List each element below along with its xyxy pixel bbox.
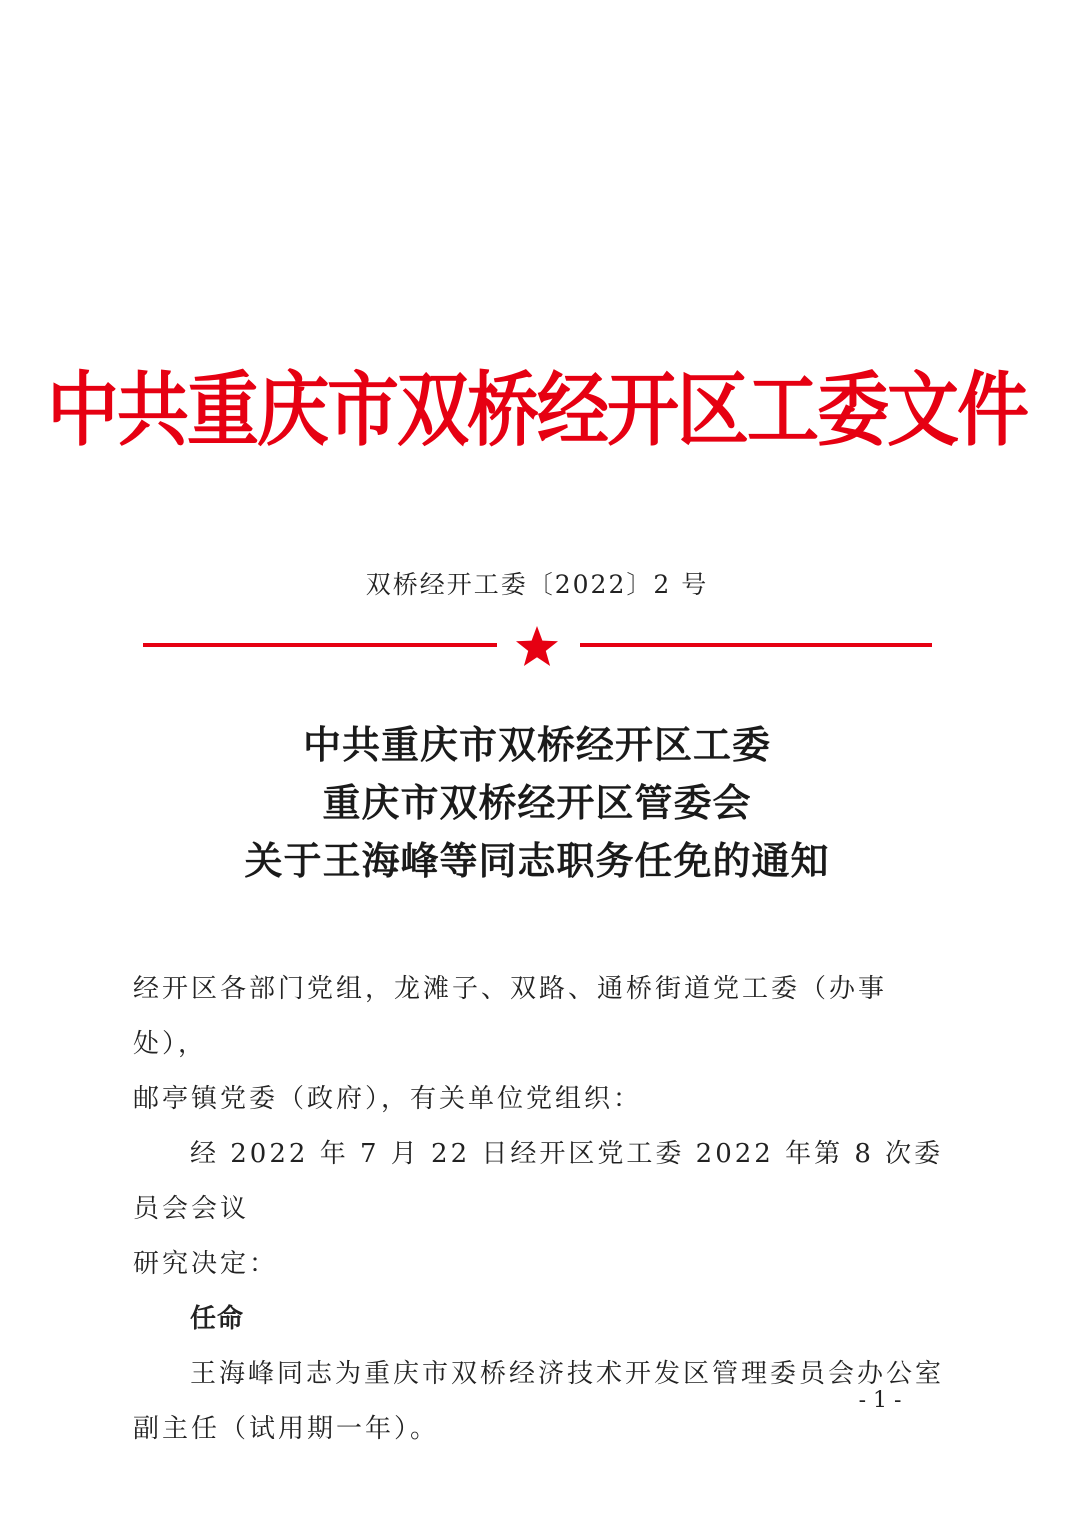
document-title (0, 716, 1074, 890)
recipients-line-2: 邮亭镇党委（政府），有关单位党组织： (133, 1084, 643, 1114)
red-divider-left (143, 643, 497, 647)
document-number: 双桥经开工委〔2022〕2 号 (365, 570, 709, 599)
red-divider-right (580, 643, 932, 647)
decision-line-2: 研究决定： (133, 1249, 279, 1279)
appointment-line-2: 副主任（试用期一年）。 (133, 1414, 440, 1444)
title-line-1: 中共重庆市双桥经开区工委 (302, 722, 771, 767)
title-line-2: 重庆市双桥经开区管委会 (322, 780, 752, 825)
page-number: - 1 - (858, 1388, 902, 1413)
star-icon (514, 625, 560, 667)
title-line-3: 关于王海峰等同志职务任免的通知 (244, 838, 830, 883)
recipients-line-1: 经开区各部门党组，龙滩子、双路、通桥街道党工委（办事处）， (133, 974, 888, 1059)
document-body (133, 962, 945, 1457)
section-heading: 任命 (190, 1304, 245, 1334)
document-masthead: 中共重庆市双桥经开区工委文件 (46, 362, 1027, 458)
decision-line-1: 经 2022 年 7 月 22 日经开区党工委 2022 年第 8 次委员会会议 (133, 1139, 944, 1224)
appointment-line-1: 王海峰同志为重庆市双桥经济技术开发区管理委员会办公室 (190, 1359, 945, 1389)
